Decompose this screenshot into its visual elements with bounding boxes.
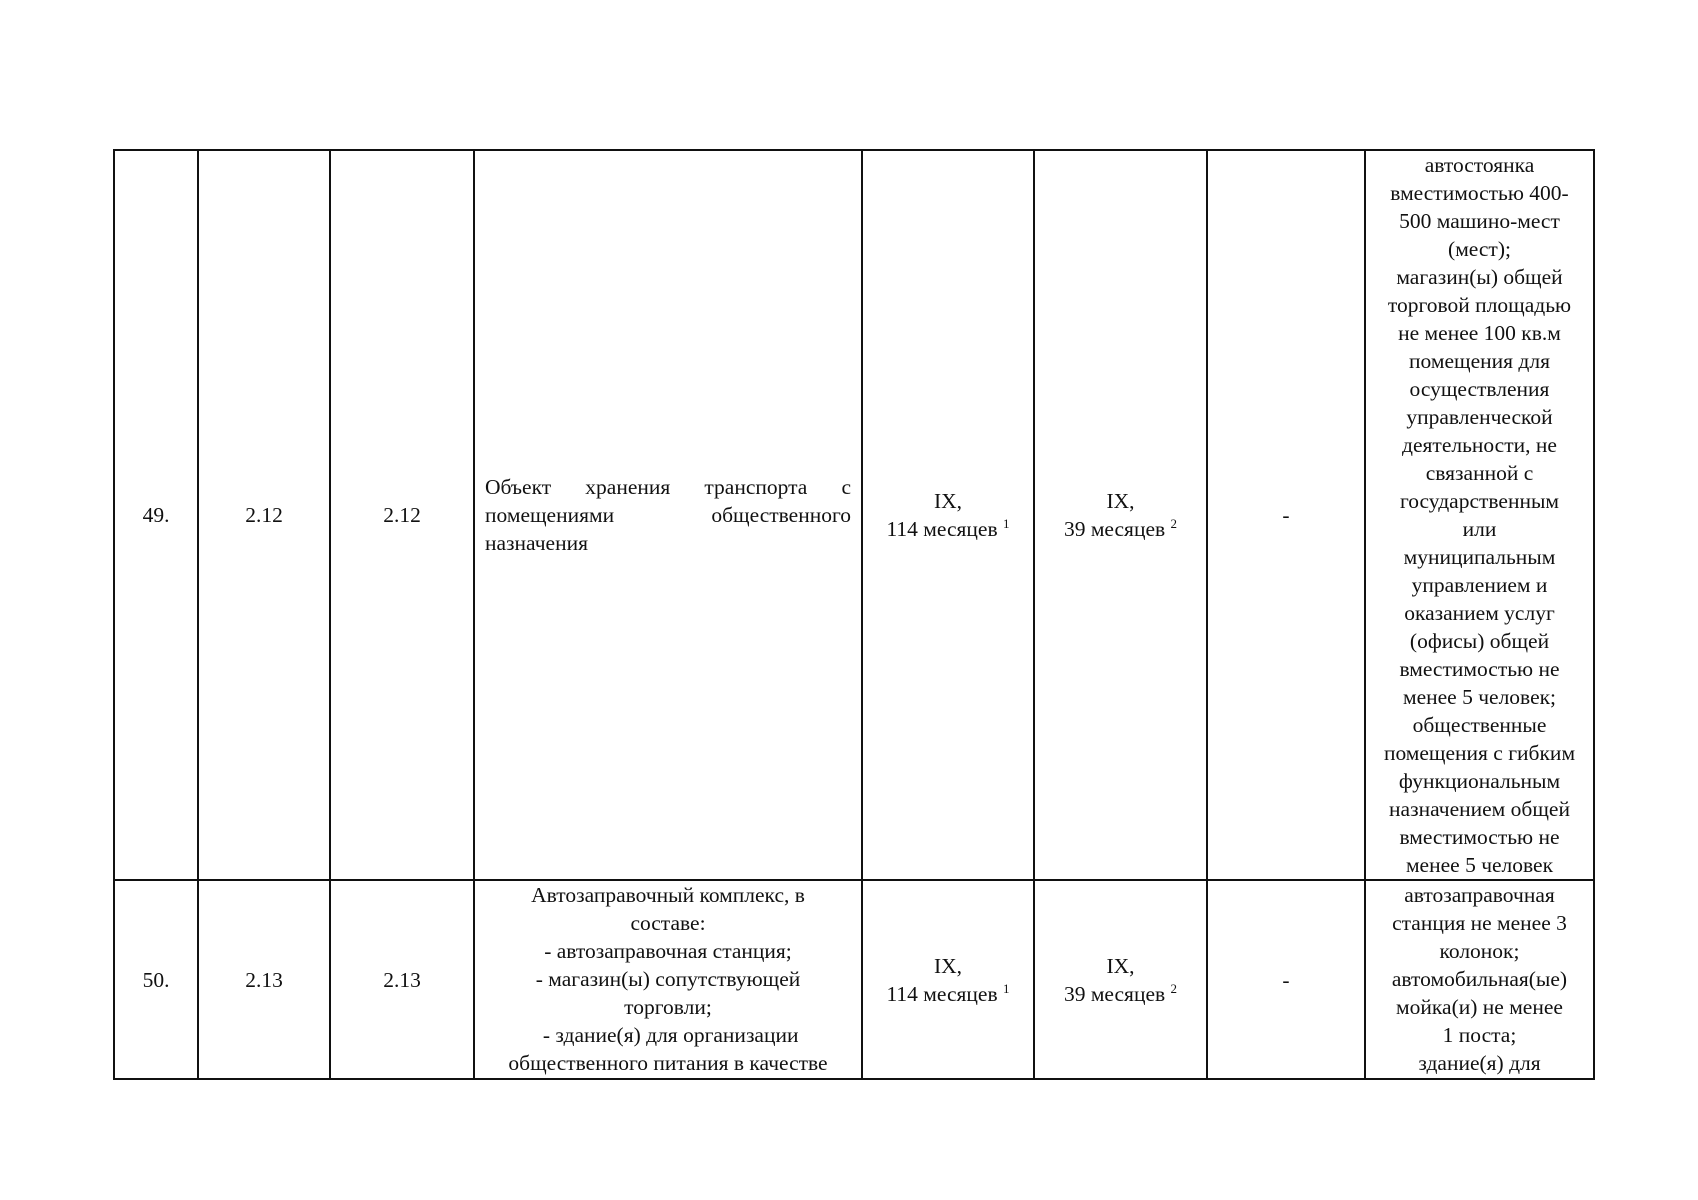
extra-cell xyxy=(1207,150,1365,880)
capacity-line: вместимостью не xyxy=(1399,825,1560,849)
capacity-cell xyxy=(1365,880,1594,1079)
description-line: составе: xyxy=(630,911,706,935)
capacity-line: 1 поста; xyxy=(1442,1023,1517,1047)
capacity-line: управлением и xyxy=(1411,573,1548,597)
description-line: - здание(я) для организации xyxy=(537,1023,799,1047)
code-a-cell xyxy=(198,150,330,880)
capacity-line: вместимостью не xyxy=(1399,657,1560,681)
capacity-line: государственным xyxy=(1399,489,1560,513)
period-a-label: IX, xyxy=(933,489,963,513)
footnote-marker: 1 xyxy=(1003,980,1010,996)
footnote-marker: 1 xyxy=(1003,516,1010,531)
description-line: Автозаправочный комплекс, в xyxy=(531,883,805,907)
capacity-line: муниципальным xyxy=(1403,545,1556,569)
capacity-line: колонок; xyxy=(1439,939,1520,963)
capacity-line: функциональным xyxy=(1398,769,1561,793)
footnote-marker: 2 xyxy=(1170,980,1178,996)
capacity-line: управленческой xyxy=(1406,405,1553,429)
capacity-line: назначением общей xyxy=(1389,797,1570,821)
description-line: назначения xyxy=(485,531,588,555)
capacity-line: менее 5 человек xyxy=(1405,853,1554,877)
period-b-label: IX, xyxy=(1106,489,1135,513)
capacity-line: автозаправочная xyxy=(1404,883,1555,907)
period-b-months: 39 месяцев xyxy=(1063,517,1166,541)
footnote-marker: 2 xyxy=(1170,516,1178,531)
capacity-line: мойка(и) не менее xyxy=(1396,995,1563,1019)
period-a-cell xyxy=(862,150,1034,880)
extra-value: - xyxy=(1282,967,1290,992)
code-b: 2.13 xyxy=(383,967,421,992)
code-b-cell xyxy=(330,150,474,880)
row-number-cell xyxy=(114,150,198,880)
code-a-cell xyxy=(198,880,330,1079)
description-line: помещениями общественного xyxy=(485,503,851,527)
period-b-cell xyxy=(1034,150,1207,880)
capacity-line: помещения с гибким xyxy=(1383,741,1576,765)
capacity-line: автостоянка xyxy=(1424,153,1535,177)
description-line: - магазин(ы) сопутствующей xyxy=(535,967,801,991)
period-b-cell xyxy=(1034,880,1207,1079)
capacity-line: менее 5 человек; xyxy=(1402,685,1557,709)
capacity-line: 500 машино-мест xyxy=(1399,209,1560,233)
capacity-line: вместимостью 400- xyxy=(1390,181,1569,205)
capacity-line: связанной с xyxy=(1425,461,1534,485)
capacity-line: станция не менее 3 xyxy=(1392,911,1567,935)
capacity-line: (офисы) общей xyxy=(1409,629,1550,653)
period-a-months: 114 месяцев xyxy=(886,517,998,541)
period-a-cell xyxy=(862,880,1034,1079)
description-line: общественного питания в качестве xyxy=(508,1051,828,1075)
code-b: 2.12 xyxy=(383,503,421,527)
extra-cell xyxy=(1207,880,1365,1079)
row-number: 49. xyxy=(142,503,170,527)
capacity-line: автомобильная(ые) xyxy=(1391,967,1568,991)
capacity-line: деятельности, не xyxy=(1402,433,1557,457)
period-b-label: IX, xyxy=(1106,953,1135,978)
table-row xyxy=(114,150,1594,880)
description-line: торговли; xyxy=(624,995,712,1019)
extra-value: - xyxy=(1282,503,1290,527)
capacity-line: осуществления xyxy=(1409,377,1550,401)
code-b-cell xyxy=(330,880,474,1079)
period-a-label: IX, xyxy=(933,953,963,978)
row-number-cell xyxy=(114,880,198,1079)
capacity-line: здание(я) для xyxy=(1418,1051,1541,1075)
description-line: Объект хранения транспорта с xyxy=(485,475,851,499)
capacity-line: не менее 100 кв.м xyxy=(1398,321,1561,345)
row-number: 50. xyxy=(142,967,170,992)
capacity-line: или xyxy=(1462,517,1497,541)
document-table xyxy=(113,149,1595,1080)
description-line: - автозаправочная станция; xyxy=(544,939,792,963)
period-a-months: 114 месяцев xyxy=(886,981,998,1006)
capacity-line: магазин(ы) общей xyxy=(1396,265,1563,289)
capacity-line: (мест); xyxy=(1448,237,1511,261)
capacity-line: торговой площадью xyxy=(1387,293,1572,317)
description-cell xyxy=(474,880,862,1079)
capacity-line: общественные xyxy=(1412,713,1547,737)
capacity-cell xyxy=(1365,150,1594,880)
period-b-months: 39 месяцев xyxy=(1063,981,1166,1006)
table-row xyxy=(114,880,1594,1079)
capacity-line: оказанием услуг xyxy=(1404,601,1555,625)
code-a: 2.12 xyxy=(245,503,283,527)
code-a: 2.13 xyxy=(245,967,283,992)
description-cell xyxy=(474,150,862,880)
capacity-line: помещения для xyxy=(1409,349,1550,373)
